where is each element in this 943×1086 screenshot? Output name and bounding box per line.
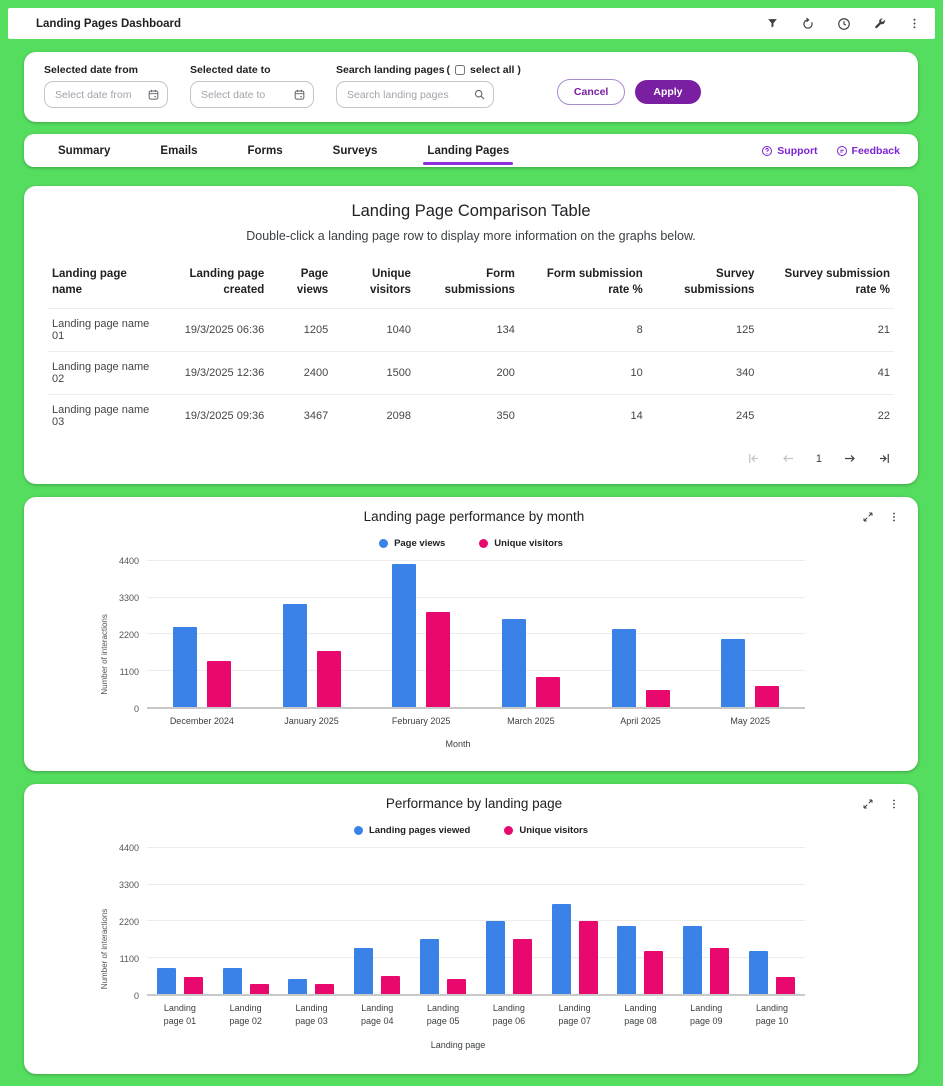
bar-group — [147, 561, 257, 707]
legend-dot — [379, 539, 388, 548]
feedback-label: Feedback — [851, 144, 900, 157]
filter-actions — [557, 79, 701, 108]
next-page-button[interactable] — [842, 451, 857, 466]
x-category-label: December 2024 — [169, 716, 234, 727]
expand-icon[interactable] — [862, 511, 874, 523]
bar-group — [213, 848, 279, 994]
plot-area — [147, 848, 805, 996]
bar-page-views[interactable] — [173, 627, 197, 707]
tab-links — [761, 145, 900, 157]
page-title: Landing Pages Dashboard — [36, 17, 182, 30]
date-to-field-group — [190, 64, 314, 108]
y-axis-ticks — [111, 843, 147, 1002]
search-label — [336, 64, 521, 76]
bar-group — [695, 561, 805, 707]
chart-body — [42, 843, 900, 1051]
chart-body — [42, 556, 900, 749]
bar-landing-pages-viewed[interactable] — [157, 968, 176, 995]
bar-unique-visitors[interactable] — [579, 921, 598, 994]
app-topbar — [8, 8, 935, 39]
kebab-menu-icon[interactable] — [888, 798, 900, 810]
current-page: 1 — [815, 452, 822, 465]
chart-header — [42, 509, 900, 524]
kebab-menu-icon[interactable] — [888, 511, 900, 523]
refresh-icon[interactable] — [801, 17, 815, 31]
table-cell: 340 — [647, 352, 759, 395]
bar-landing-pages-viewed[interactable] — [683, 926, 702, 994]
date-from-label: Selected date from — [44, 64, 138, 76]
bar-group — [410, 848, 476, 994]
bar-unique-visitors[interactable] — [207, 661, 231, 707]
y-tick-label: 1100 — [119, 954, 139, 965]
bar-unique-visitors[interactable] — [447, 979, 466, 994]
tab-emails[interactable]: Emails — [160, 144, 198, 157]
bar-unique-visitors[interactable] — [184, 977, 203, 994]
bar-group — [344, 848, 410, 994]
table-cell: 3467 — [268, 395, 332, 438]
bar-unique-visitors[interactable] — [776, 977, 795, 994]
support-link[interactable] — [761, 145, 817, 157]
x-category-label: February 2025 — [391, 716, 451, 727]
chart-title: Performance by landing page — [385, 796, 563, 812]
x-category-label: Landing page 03 — [295, 1003, 328, 1026]
table-row[interactable] — [48, 309, 894, 352]
kebab-menu-icon[interactable] — [908, 17, 921, 30]
bar-group — [673, 848, 739, 994]
bar-landing-pages-viewed[interactable] — [486, 921, 505, 994]
table-cell: 350 — [415, 395, 519, 438]
tab-summary[interactable]: Summary — [58, 144, 111, 157]
bar-group — [542, 848, 608, 994]
topbar-icons — [766, 17, 921, 31]
search-field-group — [336, 64, 521, 108]
legend-dot — [479, 539, 488, 548]
table-column-header: Survey submission rate % — [784, 268, 890, 296]
table-row[interactable] — [48, 395, 894, 438]
table-cell: 19/3/2025 12:36 — [155, 352, 268, 395]
legend-item[interactable] — [504, 825, 588, 836]
table-cell: 2098 — [332, 395, 415, 438]
apply-button[interactable]: Apply — [635, 80, 700, 104]
bar-group — [586, 561, 696, 707]
bar-unique-visitors[interactable] — [317, 651, 341, 707]
x-category-label: Landing page 06 — [492, 1003, 526, 1026]
previous-page-button[interactable] — [781, 451, 796, 466]
table-cell: 1500 — [332, 352, 415, 395]
x-axis-categories — [147, 1002, 805, 1027]
wrench-icon[interactable] — [873, 17, 886, 30]
chart-legend — [42, 538, 900, 549]
chart-actions — [862, 798, 900, 810]
bar-unique-visitors[interactable] — [646, 690, 670, 707]
bar-unique-visitors[interactable] — [315, 984, 334, 994]
table-cell: 10 — [519, 352, 647, 395]
x-category-label: Landing page 05 — [426, 1003, 460, 1026]
bar-group — [279, 848, 345, 994]
tab-landing-pages[interactable]: Landing Pages — [427, 134, 509, 167]
bar-groups — [147, 848, 805, 994]
table-cell: 125 — [647, 309, 759, 352]
bar-unique-visitors[interactable] — [710, 948, 729, 994]
chart-legend — [42, 825, 900, 836]
cancel-button[interactable]: Cancel — [557, 79, 625, 105]
chart-header — [42, 796, 900, 811]
y-axis-ticks — [111, 556, 147, 715]
date-from-field-group — [44, 64, 168, 108]
first-page-button[interactable] — [746, 451, 761, 466]
x-category-label: Landing page 07 — [558, 1003, 591, 1026]
bar-page-views[interactable] — [502, 619, 526, 707]
chart-actions — [862, 511, 900, 523]
table-cell: 8 — [519, 309, 647, 352]
table-cell: 19/3/2025 09:36 — [155, 395, 268, 438]
landing-page-performance-chart-card — [24, 784, 918, 1074]
y-tick-label: 4400 — [118, 556, 139, 567]
table-cell: 200 — [415, 352, 519, 395]
comparison-table — [48, 257, 894, 437]
bar-page-views[interactable] — [612, 629, 636, 707]
x-category-label: Landing page 01 — [163, 1003, 197, 1026]
legend-dot — [354, 826, 363, 835]
bar-unique-visitors[interactable] — [755, 686, 779, 707]
bar-landing-pages-viewed[interactable] — [288, 979, 307, 994]
legend-label: Unique visitors — [519, 825, 588, 837]
x-category-label: April 2025 — [620, 716, 661, 727]
select-all-label: select all — [470, 64, 515, 76]
table-column-header: Landing page created — [189, 268, 265, 296]
select-all-checkbox[interactable] — [455, 65, 465, 75]
tabs-bar — [24, 134, 918, 167]
monthly-performance-chart-card — [24, 497, 918, 771]
bar-unique-visitors[interactable] — [381, 976, 400, 994]
bar-unique-visitors[interactable] — [513, 939, 532, 994]
bar-unique-visitors[interactable] — [644, 951, 663, 994]
table-cell: 14 — [519, 395, 647, 438]
calendar-icon[interactable] — [293, 88, 306, 101]
legend-item[interactable] — [479, 538, 563, 549]
bar-landing-pages-viewed[interactable] — [420, 939, 439, 994]
table-cell: 1205 — [268, 309, 332, 352]
legend-label: Unique visitors — [494, 538, 563, 550]
y-tick-label: 0 — [133, 704, 139, 715]
bar-landing-pages-viewed[interactable] — [354, 948, 373, 994]
x-axis-label: Month — [445, 738, 471, 749]
bar-group — [476, 848, 542, 994]
table-column-header: Survey submissions — [684, 268, 755, 296]
plot-area — [147, 561, 805, 709]
search-icon[interactable] — [473, 88, 486, 101]
bar-landing-pages-viewed[interactable] — [617, 926, 636, 994]
feedback-icon — [836, 145, 848, 157]
bar-group — [147, 848, 213, 994]
tab-forms[interactable]: Forms — [247, 144, 283, 157]
table-column-header: Form submission rate % — [546, 268, 643, 296]
bar-group — [739, 848, 805, 994]
table-cell: Landing page name 01 — [48, 309, 155, 352]
comparison-table-card — [24, 186, 918, 484]
bar-landing-pages-viewed[interactable] — [749, 951, 768, 994]
y-tick-label: 2200 — [118, 917, 139, 928]
search-label-text: Search landing pages — [336, 64, 445, 76]
x-category-label: March 2025 — [507, 716, 555, 727]
table-column-header: Form submissions — [444, 268, 515, 296]
table-subtitle: Double-click a landing page row to display more information on the graphs below. — [246, 229, 696, 243]
expand-icon[interactable] — [862, 798, 874, 810]
bar-page-views[interactable] — [392, 564, 416, 707]
legend-dot — [504, 826, 513, 835]
y-tick-label: 0 — [133, 991, 139, 1002]
table-cell: Landing page name 03 — [48, 395, 155, 438]
schedule-icon[interactable] — [837, 17, 851, 31]
pagination — [48, 437, 894, 474]
bar-page-views[interactable] — [283, 604, 307, 707]
x-axis-label: Landing page — [430, 1040, 486, 1051]
table-cell: 1040 — [332, 309, 415, 352]
y-tick-label: 1100 — [119, 667, 139, 678]
last-page-button[interactable] — [877, 451, 892, 466]
y-axis-label: Number of interactions — [100, 614, 109, 696]
table-column-header: Page views — [296, 268, 329, 296]
question-circle-icon — [761, 145, 773, 157]
x-category-label: Landing page 04 — [361, 1003, 394, 1026]
bar-groups — [147, 561, 805, 707]
table-column-header: Unique visitors — [370, 268, 411, 296]
table-cell: 21 — [758, 309, 894, 352]
table-cell: Landing page name 02 — [48, 352, 155, 395]
y-axis-label: Number of interactions — [100, 908, 109, 990]
bar-group — [257, 561, 367, 707]
bar-landing-pages-viewed[interactable] — [552, 904, 571, 994]
bar-landing-pages-viewed[interactable] — [223, 968, 242, 995]
calendar-icon[interactable] — [147, 88, 160, 101]
y-tick-label: 3300 — [118, 593, 139, 604]
x-category-label: Landing page 10 — [755, 1003, 789, 1026]
date-to-label: Selected date to — [190, 64, 271, 76]
x-axis-categories — [147, 715, 805, 728]
legend-item[interactable] — [379, 538, 445, 549]
y-tick-label: 2200 — [118, 630, 139, 641]
table-row[interactable] — [48, 352, 894, 395]
bar-group — [608, 848, 674, 994]
x-category-label: Landing page 09 — [689, 1003, 723, 1026]
table-cell: 22 — [758, 395, 894, 438]
legend-label: Page views — [394, 538, 446, 550]
bar-unique-visitors[interactable] — [426, 612, 450, 707]
x-category-label: Landing page 02 — [229, 1003, 262, 1026]
x-category-label: Landing page 08 — [624, 1003, 657, 1026]
select-all-group: ( select all ) — [446, 64, 521, 76]
bar-page-views[interactable] — [721, 639, 745, 707]
table-cell: 134 — [415, 309, 519, 352]
table-header-row — [48, 257, 894, 309]
support-label: Support — [777, 144, 818, 157]
tab-list — [58, 134, 509, 167]
table-cell: 41 — [758, 352, 894, 395]
tab-surveys[interactable]: Surveys — [332, 144, 378, 157]
bar-group — [476, 561, 586, 707]
table-title: Landing Page Comparison Table — [351, 202, 591, 220]
legend-label: Landing pages viewed — [369, 825, 471, 837]
search-input[interactable] — [336, 81, 494, 108]
bar-unique-visitors[interactable] — [250, 984, 269, 994]
table-column-header: Landing page name — [52, 268, 127, 296]
feedback-link[interactable] — [836, 145, 900, 157]
x-category-label: May 2025 — [730, 716, 770, 727]
bar-unique-visitors[interactable] — [536, 677, 560, 707]
legend-item[interactable] — [354, 825, 470, 836]
filter-bar — [24, 52, 918, 122]
table-cell: 2400 — [268, 352, 332, 395]
filter-icon[interactable] — [766, 17, 779, 30]
chart-title: Landing page performance by month — [363, 509, 585, 525]
x-category-label: January 2025 — [284, 716, 339, 727]
y-tick-label: 3300 — [118, 880, 139, 891]
table-cell: 245 — [647, 395, 759, 438]
table-cell: 19/3/2025 06:36 — [155, 309, 268, 352]
y-tick-label: 4400 — [118, 843, 139, 854]
bar-group — [366, 561, 476, 707]
